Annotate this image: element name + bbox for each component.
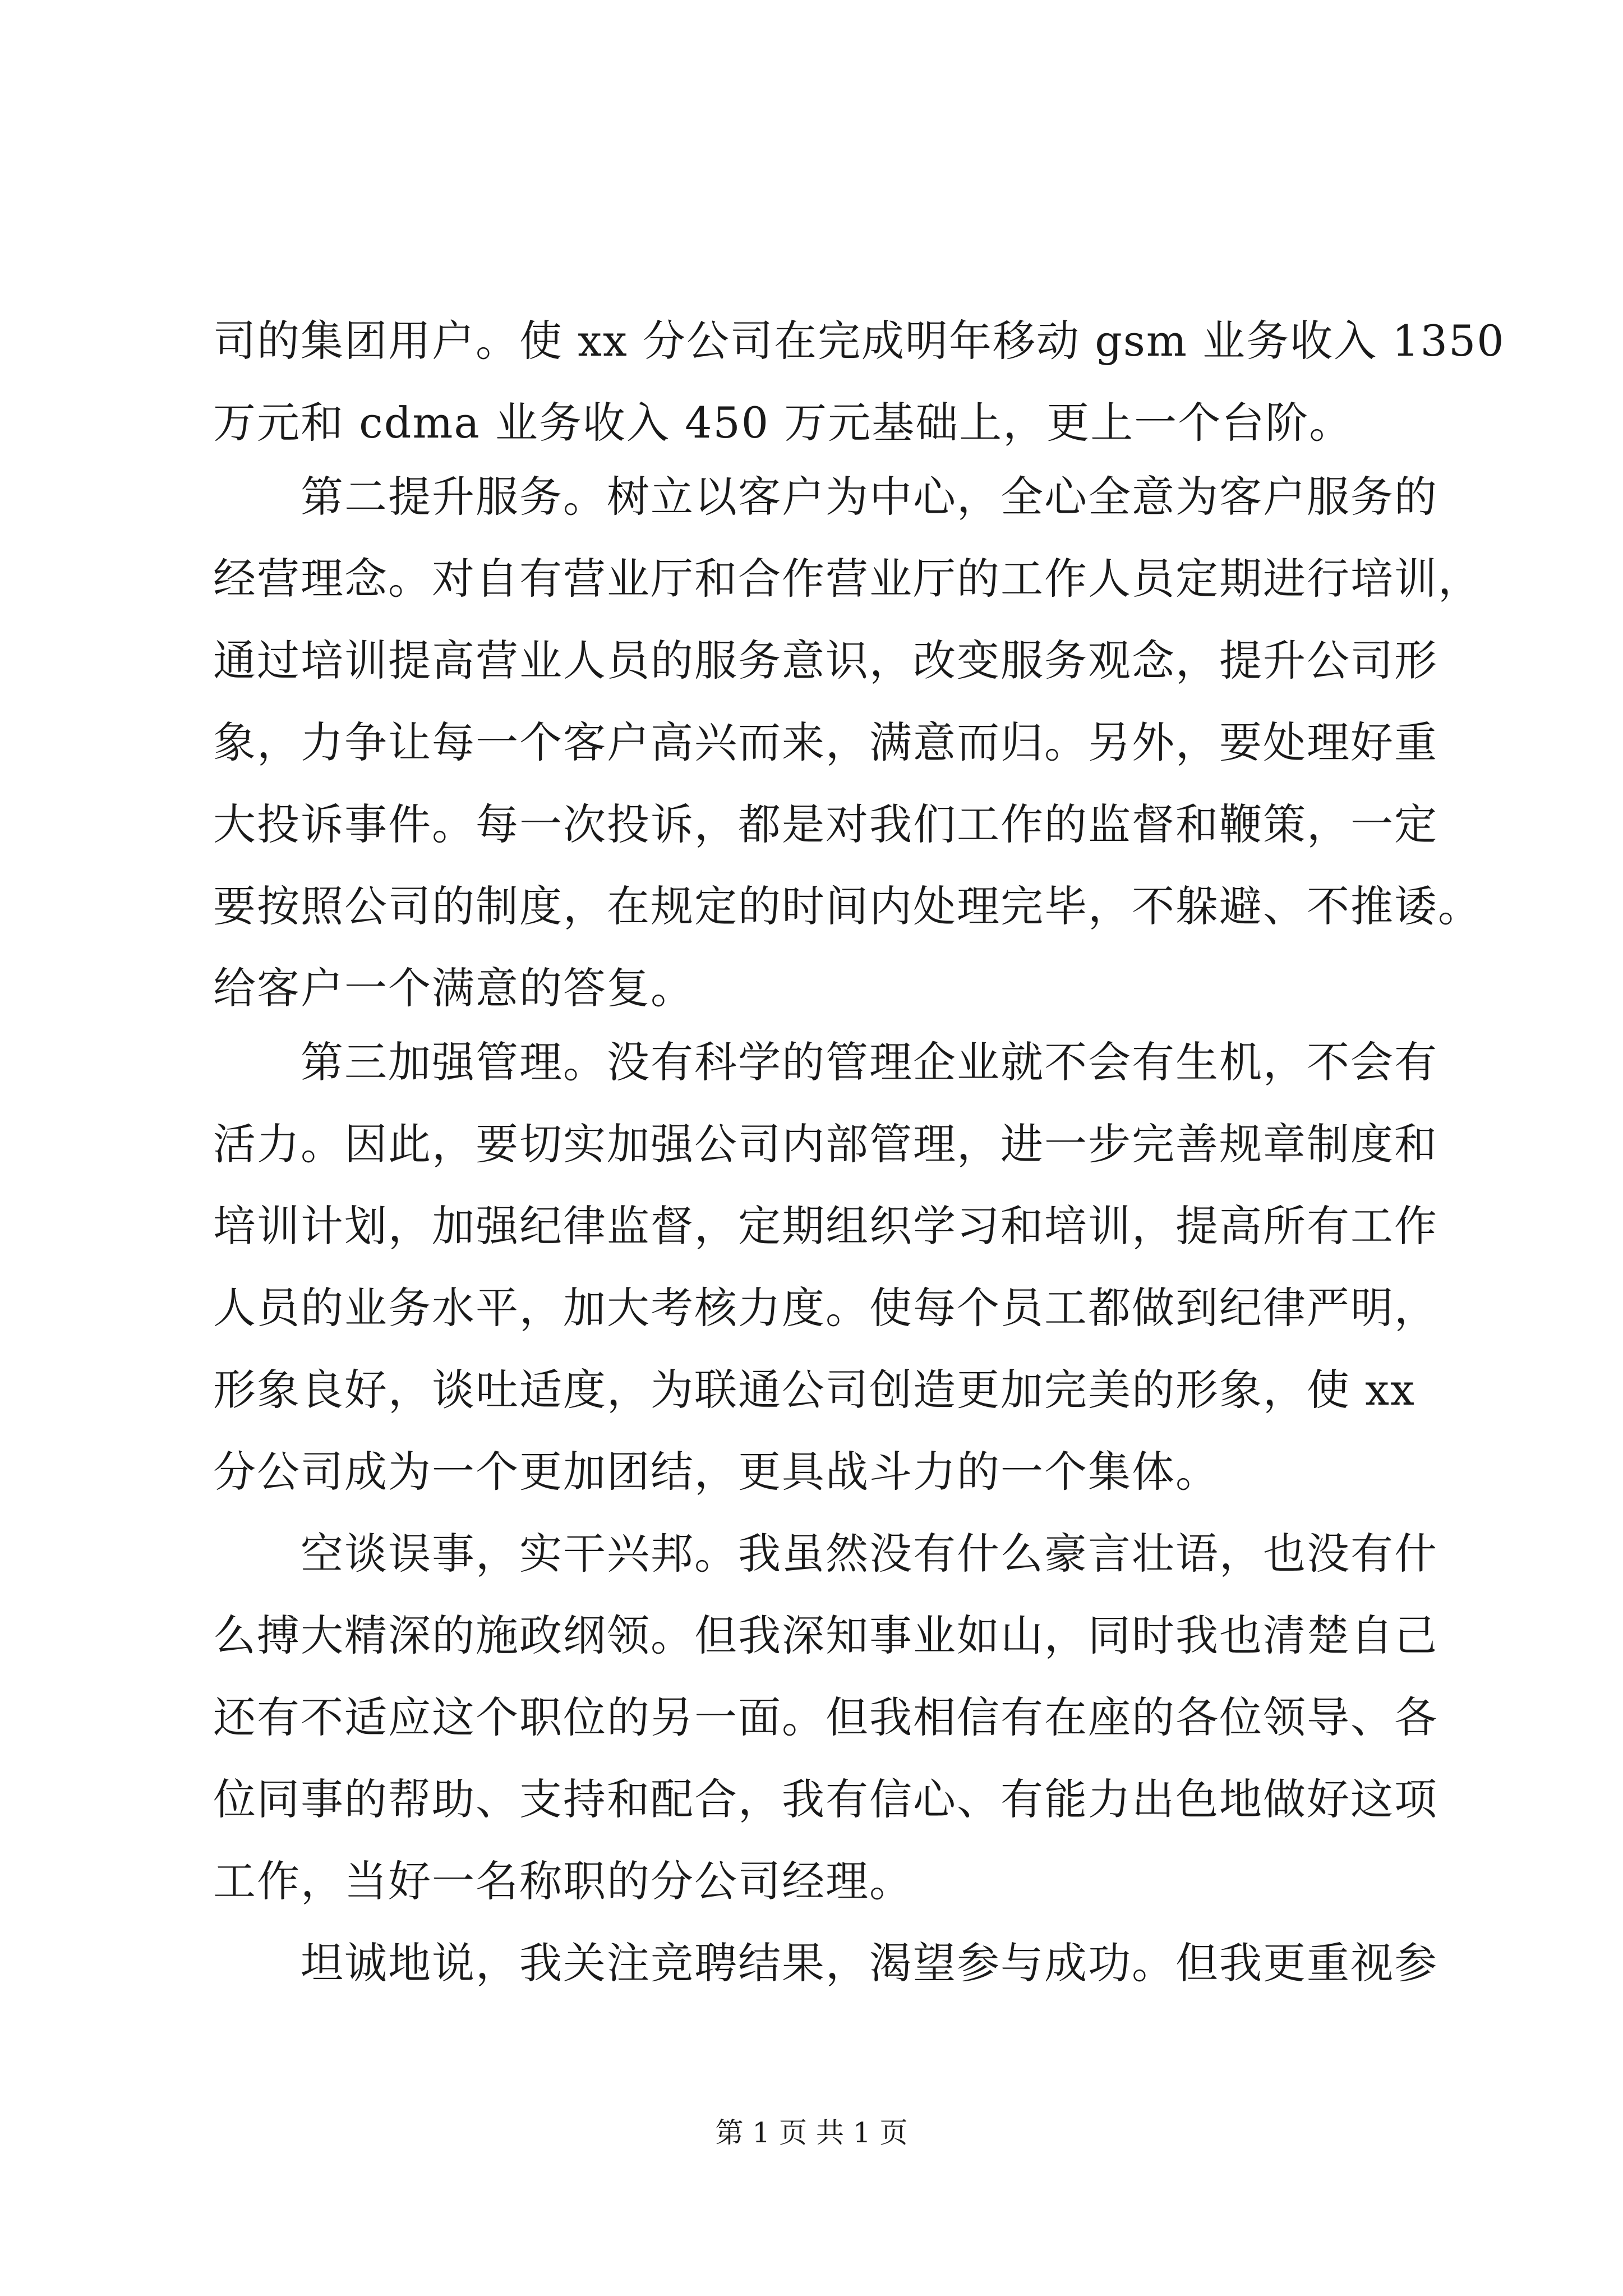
text-line: 空谈误事，实干兴邦。我虽然没有什么豪言壮语，也没有什 bbox=[213, 1529, 1438, 1579]
text-line: 形象良好，谈吐适度，为联通公司创造更加完美的形象，使 xx bbox=[213, 1365, 1415, 1415]
text-line: 象，力争让每一个客户高兴而来，满意而归。另外，要处理好重 bbox=[213, 717, 1438, 767]
text-line: 第二提升服务。树立以客户为中心，全心全意为客户服务的 bbox=[213, 472, 1438, 522]
text-line: 活力。因此，要切实加强公司内部管理，进一步完善规章制度和 bbox=[213, 1119, 1438, 1169]
page-footer: 第 1 页 共 1 页 bbox=[715, 2116, 908, 2149]
text-line: 第三加强管理。没有科学的管理企业就不会有生机，不会有 bbox=[213, 1037, 1438, 1087]
text-line: 要按照公司的制度，在规定的时间内处理完毕，不躲避、不推诿。 bbox=[213, 881, 1482, 931]
text-line: 分公司成为一个更加团结，更具战斗力的一个集体。 bbox=[213, 1447, 1219, 1497]
text-line: 给客户一个满意的答复。 bbox=[213, 963, 694, 1013]
text-line: 还有不适应这个职位的另一面。但我相信有在座的各位领导、各 bbox=[213, 1692, 1438, 1742]
text-line: 大投诉事件。每一次投诉，都是对我们工作的监督和鞭策，一定 bbox=[213, 799, 1438, 849]
text-line: 通过培训提高营业人员的服务意识，改变服务观念，提升公司形 bbox=[213, 636, 1438, 685]
text-line: 经营理念。对自有营业厅和合作营业厅的工作人员定期进行培训， bbox=[213, 554, 1482, 604]
text-line: 工作，当好一名称职的分公司经理。 bbox=[213, 1856, 913, 1906]
text-line: 坦诚地说，我关注竞聘结果，渴望参与成功。但我更重视参 bbox=[213, 1938, 1438, 1988]
text-line: 位同事的帮助、支持和配合，我有信心、有能力出色地做好这项 bbox=[213, 1774, 1438, 1824]
text-line: 人员的业务水平，加大考核力度。使每个员工都做到纪律严明， bbox=[213, 1283, 1438, 1333]
text-line: 司的集团用户。使 xx 分公司在完成明年移动 gsm 业务收入 1350 bbox=[213, 316, 1505, 366]
text-line: 万元和 cdma 业务收入 450 万元基础上，更上一个台阶。 bbox=[213, 398, 1353, 448]
text-line: 培训计划，加强纪律监督，定期组织学习和培训，提高所有工作 bbox=[213, 1201, 1438, 1251]
text-line: 么搏大精深的施政纲领。但我深知事业如山，同时我也清楚自己 bbox=[213, 1611, 1438, 1660]
